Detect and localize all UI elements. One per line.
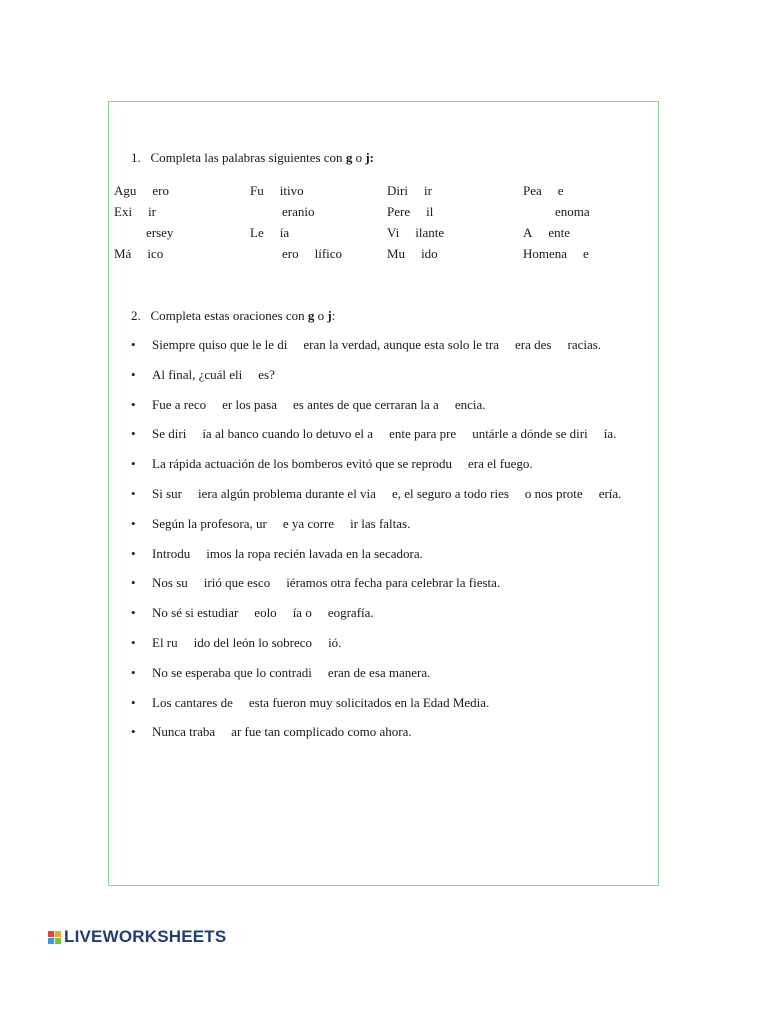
exercise2-heading [131,308,335,324]
sentence-fragment: Introdu [152,546,191,561]
sentence-fragment: eran de esa manera. [327,665,431,680]
sentence-fragment: ir las faltas. [350,516,411,531]
sentence-fragment: encia. [454,397,486,412]
word-fragment: Exi [114,204,133,219]
sentence-fragment: El ru [152,635,178,650]
word-fragment: ido [421,246,438,261]
sentence-bullet: • [131,665,136,680]
word-fragment: eranio [282,204,315,219]
sentence-gap-input[interactable] [268,517,282,531]
word-fragment: Fu [250,183,264,198]
sentence-fragment: ía al banco cuando lo detuvo el a [202,426,374,441]
sentence-item [152,397,486,413]
sentence-gap-input[interactable] [453,457,467,471]
sentence-fragment: ía o [292,605,312,620]
exercise1-number: 1. [131,150,141,165]
sentence-gap-input[interactable] [278,398,292,412]
word-item [114,204,156,220]
sentence-fragment: Al final, ¿cuál eli [152,367,243,382]
liveworksheets-logo-icon [48,931,61,944]
sentence-fragment: era el fuego. [467,456,533,471]
word-item [387,204,433,220]
sentence-bullet: • [131,486,136,501]
sentence-gap-input[interactable] [457,427,471,441]
sentence-gap-input[interactable] [374,427,388,441]
word-fragment: e [557,183,564,198]
exercise1-connector: o [352,150,366,165]
word-fragment: ía [279,225,290,240]
sentence-fragment: Nunca traba [152,724,216,739]
word-fragment: e [583,246,589,261]
word-gap-input[interactable] [300,247,314,261]
sentence-item [152,456,533,472]
exercise2-colon: : [331,308,336,323]
sentence-fragment: e, el seguro a todo ries [391,486,509,501]
sentence-bullet: • [131,337,136,352]
word-fragment: il [426,204,434,219]
sentence-fragment: eran la verdad, aunque esta solo le tra [303,337,500,352]
sentence-fragment: eografía. [327,605,374,620]
word-gap-input[interactable] [406,247,420,261]
liveworksheets-logo-text: LIVEWORKSHEETS [64,927,227,946]
sentence-bullet: • [131,724,136,739]
sentence-fragment: racias. [567,337,602,352]
word-gap-input[interactable] [131,226,145,240]
word-gap-input[interactable] [137,184,151,198]
sentence-gap-input[interactable] [278,606,292,620]
sentence-fragment: er los pasa [222,397,278,412]
sentence-fragment: Nos su [152,575,188,590]
word-item [250,183,304,199]
logo-square-2 [55,931,61,937]
word-fragment: Má [114,246,132,261]
word-gap-input[interactable] [265,184,279,198]
sentence-fragment: No sé si estudiar [152,605,239,620]
sentence-fragment: Fue a reco [152,397,207,412]
sentence-item [152,605,374,621]
word-gap-input[interactable] [251,247,265,261]
exercise2-connector: o [314,308,328,323]
sentence-item [152,665,430,681]
sentence-fragment: ar fue tan complicado como ahora. [231,724,412,739]
sentence-gap-input[interactable] [288,338,302,352]
word-fragment: Pea [523,183,542,198]
word-gap-input[interactable] [267,247,281,261]
sentence-item [152,575,500,591]
sentence-gap-input[interactable] [313,606,327,620]
word-fragment: Agu [114,183,137,198]
sentence-gap-input[interactable] [239,606,253,620]
sentence-bullet: • [131,695,136,710]
word-item [250,225,289,241]
word-gap-input[interactable] [411,205,425,219]
word-gap-input[interactable] [133,205,147,219]
sentence-bullet: • [131,575,136,590]
word-item [114,246,163,262]
sentence-bullet: • [131,456,136,471]
word-fragment: ero [282,246,299,261]
sentence-gap-input[interactable] [500,338,514,352]
word-gap-input[interactable] [251,205,265,219]
word-fragment: ero [152,183,169,198]
sentence-fragment: imos la ropa recién lavada en la secadora. [206,546,423,561]
word-fragment: Pere [387,204,411,219]
word-fragment: enoma [555,204,590,219]
sentence-gap-input[interactable] [271,576,285,590]
word-fragment: itivo [279,183,304,198]
word-item [250,204,314,220]
word-gap-input[interactable] [543,184,557,198]
exercise1-heading [131,150,374,166]
sentence-gap-input[interactable] [191,547,205,561]
sentence-item [152,516,410,532]
word-item [523,246,589,262]
sentence-gap-input[interactable] [440,398,454,412]
sentence-gap-input[interactable] [510,487,524,501]
sentence-gap-input[interactable] [335,517,349,531]
sentence-fragment: e ya corre [282,516,335,531]
sentence-gap-input[interactable] [207,398,221,412]
sentence-bullet: • [131,367,136,382]
word-gap-input[interactable] [533,226,547,240]
sentence-gap-input[interactable] [179,636,193,650]
sentence-fragment: o nos prote [524,486,583,501]
exercise2-letter-j: j [327,308,332,323]
sentence-gap-input[interactable] [189,576,203,590]
sentence-gap-input[interactable] [183,487,197,501]
sentence-gap-input[interactable] [243,368,257,382]
sentence-fragment: iéramos otra fecha para celebrar la fiesta. [286,575,501,590]
exercise1-letter-j: j: [365,150,374,165]
sentence-gap-input[interactable] [313,636,327,650]
sentence-fragment: es? [258,367,275,382]
word-gap-input[interactable] [132,247,146,261]
sentence-fragment: era des [515,337,552,352]
logo-square-4 [55,938,61,944]
sentence-bullet: • [131,635,136,650]
word-fragment: ersey [146,225,174,240]
sentence-fragment: esta fueron muy solicitados en la Edad Media. [248,695,490,710]
exercise2-letter-g: g [307,308,315,323]
sentence-fragment: ería. [598,486,622,501]
sentence-gap-input[interactable] [377,487,391,501]
word-gap-input[interactable] [540,205,554,219]
word-item [387,246,438,262]
word-item [250,246,342,262]
sentence-fragment: untárle a dónde se diri [472,426,588,441]
sentence-fragment: ido del león lo sobreco [193,635,313,650]
sentence-item [152,486,621,502]
word-gap-input[interactable] [267,205,281,219]
logo-square-3 [48,938,54,944]
word-fragment: Vi [387,225,400,240]
word-item [387,225,444,241]
word-fragment: A [523,225,533,240]
sentence-gap-input[interactable] [187,427,201,441]
sentence-fragment: ió. [328,635,342,650]
word-fragment: ir [423,183,432,198]
sentence-gap-input[interactable] [584,487,598,501]
sentence-fragment: iera algún problema durante el via [197,486,376,501]
sentence-fragment: La rápida actuación de los bomberos evitó que se reprodu [152,456,452,471]
word-item [523,183,564,199]
sentence-fragment: Si sur [152,486,182,501]
word-fragment: Diri [387,183,408,198]
sentence-bullet: • [131,605,136,620]
sentence-item [152,635,341,651]
sentence-gap-input[interactable] [589,427,603,441]
sentence-fragment: Siempre quiso que le le di [152,337,288,352]
sentence-item [152,695,489,711]
exercise2-number: 2. [131,308,141,323]
word-item [523,225,570,241]
exercise2-title: Completa estas oraciones con [150,308,308,323]
sentence-fragment: Según la profesora, ur [152,516,267,531]
word-gap-input[interactable] [115,226,129,240]
word-fragment: Le [250,225,264,240]
sentence-fragment: Se diri [152,426,187,441]
sentence-fragment: ía. [603,426,617,441]
word-item [523,204,590,220]
exercise1-letter-g: g [345,150,353,165]
sentence-item [152,337,601,353]
exercise1-title: Completa las palabras siguientes con [150,150,346,165]
word-item [387,183,432,199]
word-gap-input[interactable] [265,226,279,240]
word-gap-input[interactable] [409,184,423,198]
word-fragment: ilante [415,225,445,240]
word-fragment: Mu [387,246,406,261]
sentence-bullet: • [131,516,136,531]
liveworksheets-logo [48,928,226,946]
sentence-gap-input[interactable] [234,696,248,710]
sentence-fragment: irió que esco [203,575,271,590]
sentence-item [152,546,423,562]
sentence-bullet: • [131,397,136,412]
sentence-fragment: No se esperaba que lo contradi [152,665,312,680]
word-fragment: lífico [314,246,343,261]
sentence-gap-input[interactable] [216,725,230,739]
sentence-fragment: Los cantares de [152,695,233,710]
sentence-gap-input[interactable] [313,666,327,680]
word-fragment: ir [148,204,157,219]
word-item [114,183,169,199]
word-fragment: ente [548,225,571,240]
sentence-item [152,724,412,740]
sentence-gap-input[interactable] [552,338,566,352]
sentence-bullet: • [131,426,136,441]
sentence-bullet: • [131,546,136,561]
sentence-fragment: ente para pre [389,426,457,441]
word-fragment: ico [147,246,164,261]
word-gap-input[interactable] [524,205,538,219]
sentence-item [152,367,275,383]
word-fragment: Homena [523,246,568,261]
word-item [114,225,173,241]
word-gap-input[interactable] [568,247,582,261]
sentence-fragment: eolo [254,605,277,620]
sentence-fragment: es antes de que cerraran la a [293,397,439,412]
sentence-item [152,426,616,442]
logo-square-1 [48,931,54,937]
word-gap-input[interactable] [400,226,414,240]
